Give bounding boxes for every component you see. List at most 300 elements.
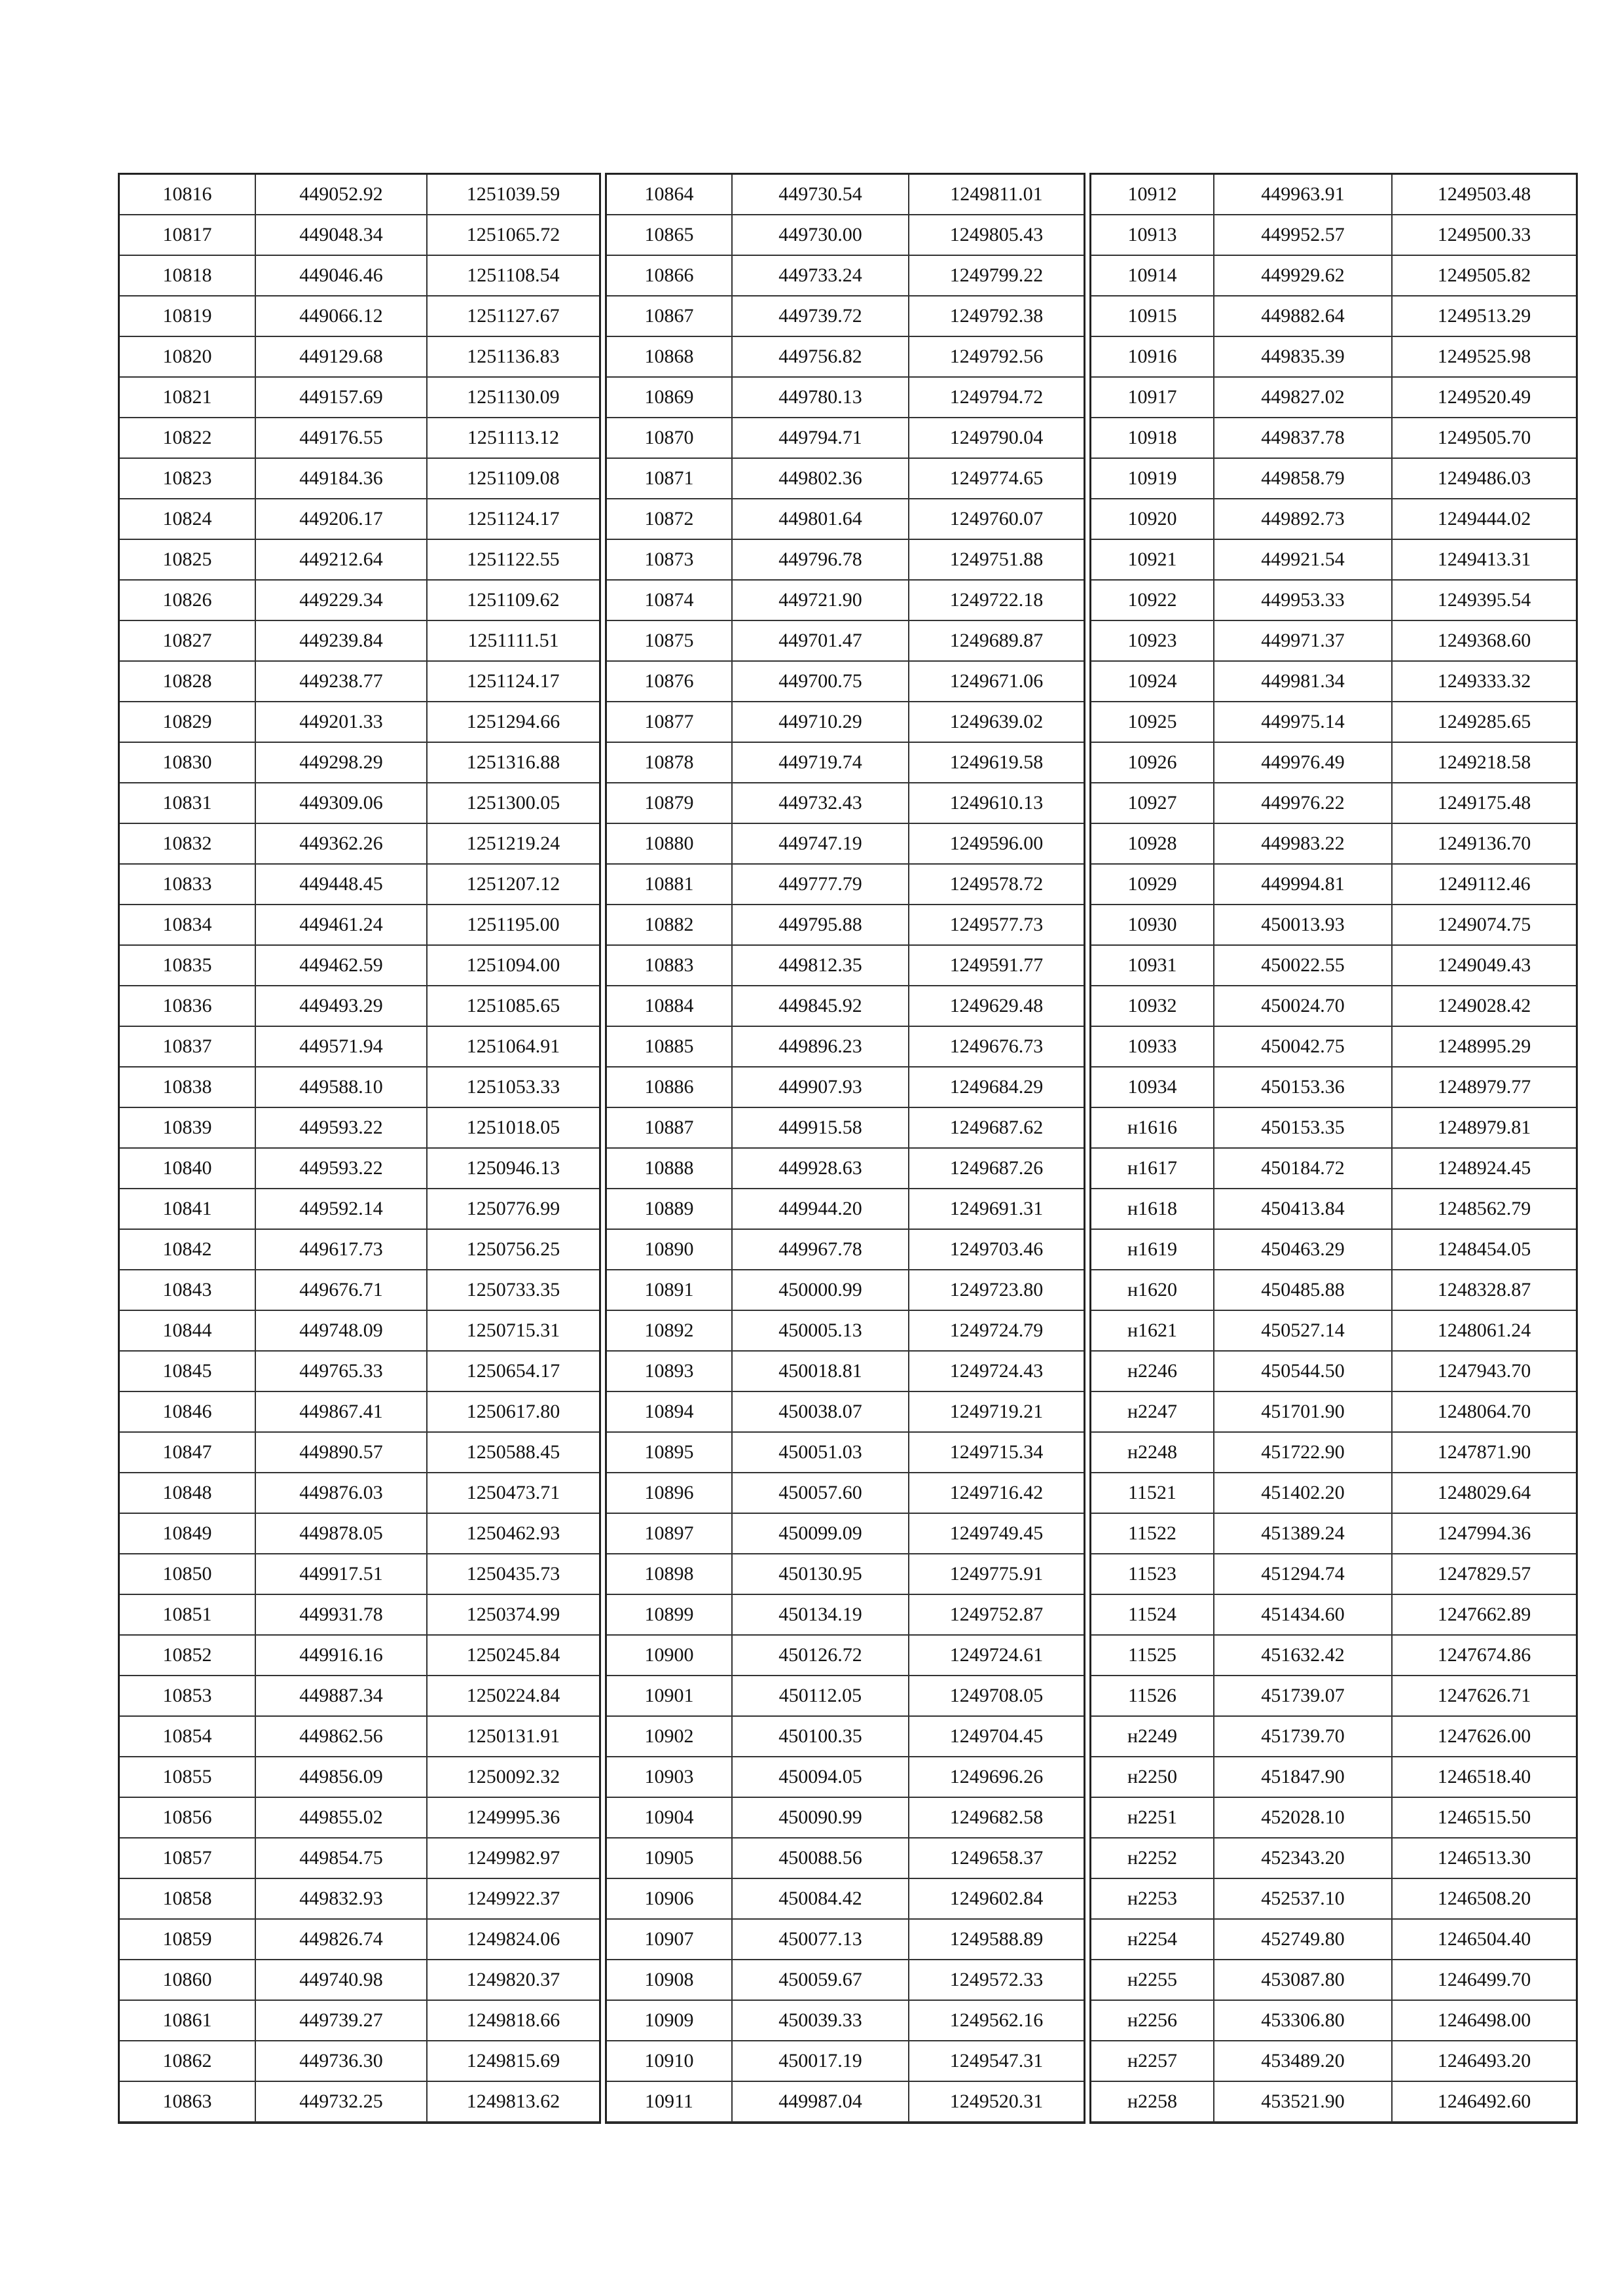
point-number-cell: 10819 [120,296,256,337]
point-number-cell: 10844 [120,1311,256,1352]
point-number-cell: 10881 [607,865,733,905]
y-coordinate-cell: 1246504.40 [1393,1920,1576,1960]
y-coordinate-cell: 1249995.36 [428,1798,599,1839]
point-number-cell: 10896 [607,1473,733,1514]
point-number-cell: 10846 [120,1392,256,1433]
y-coordinate-cell: 1249562.16 [909,2001,1084,2041]
x-coordinate-cell: 449887.34 [256,1676,428,1717]
y-coordinate-cell: 1251294.66 [428,702,599,743]
x-coordinate-cell: 449747.19 [733,824,909,865]
y-coordinate-cell: 1249505.82 [1393,256,1576,296]
y-coordinate-cell: 1248924.45 [1393,1149,1576,1189]
x-coordinate-cell: 450039.33 [733,2001,909,2041]
point-number-cell: 10892 [607,1311,733,1352]
point-number-cell: 10886 [607,1067,733,1108]
point-number-cell: 10859 [120,1920,256,1960]
y-coordinate-cell: 1246493.20 [1393,2041,1576,2082]
point-number-cell: 10890 [607,1230,733,1270]
point-number-cell: 10837 [120,1027,256,1067]
point-number-cell: 11524 [1091,1595,1214,1636]
x-coordinate-cell: 449740.98 [256,1960,428,2001]
x-coordinate-cell: 449462.59 [256,946,428,986]
point-number-cell: 10834 [120,905,256,946]
y-coordinate-cell: 1248979.81 [1393,1108,1576,1149]
y-coordinate-cell: 1251124.17 [428,662,599,702]
x-coordinate-cell: 449921.54 [1214,540,1393,581]
x-coordinate-cell: 449309.06 [256,783,428,824]
x-coordinate-cell: 449206.17 [256,499,428,540]
y-coordinate-cell: 1251085.65 [428,986,599,1027]
point-number-cell: 10816 [120,175,256,215]
point-number-cell: 10867 [607,296,733,337]
x-coordinate-cell: 449733.24 [733,256,909,296]
y-coordinate-cell: 1249689.87 [909,621,1084,662]
y-coordinate-cell: 1251109.08 [428,459,599,499]
y-coordinate-cell: 1247994.36 [1393,1514,1576,1554]
point-number-cell: н2250 [1091,1757,1214,1798]
y-coordinate-cell: 1247871.90 [1393,1433,1576,1473]
x-coordinate-cell: 449837.78 [1214,418,1393,459]
point-number-cell: 10918 [1091,418,1214,459]
x-coordinate-cell: 449892.73 [1214,499,1393,540]
x-coordinate-cell: 450100.35 [733,1717,909,1757]
y-coordinate-cell: 1249602.84 [909,1879,1084,1920]
x-coordinate-cell: 449756.82 [733,337,909,378]
point-number-cell: 10843 [120,1270,256,1311]
point-number-cell: 10838 [120,1067,256,1108]
point-number-cell: 10862 [120,2041,256,2082]
point-number-cell: 10885 [607,1027,733,1067]
y-coordinate-cell: 1247626.71 [1393,1676,1576,1717]
point-number-cell: 10840 [120,1149,256,1189]
y-coordinate-cell: 1249513.29 [1393,296,1576,337]
point-number-cell: 10870 [607,418,733,459]
y-coordinate-cell: 1250733.35 [428,1270,599,1311]
y-coordinate-cell: 1251300.05 [428,783,599,824]
y-coordinate-cell: 1250224.84 [428,1676,599,1717]
point-number-cell: 10914 [1091,256,1214,296]
point-number-cell: 10903 [607,1757,733,1798]
x-coordinate-cell: 451389.24 [1214,1514,1393,1554]
x-coordinate-cell: 449876.03 [256,1473,428,1514]
point-number-cell: 10888 [607,1149,733,1189]
x-coordinate-cell: 450088.56 [733,1839,909,1879]
y-coordinate-cell: 1249708.05 [909,1676,1084,1717]
y-coordinate-cell: 1251065.72 [428,215,599,256]
x-coordinate-cell: 449987.04 [733,2082,909,2123]
point-number-cell: 10842 [120,1230,256,1270]
x-coordinate-cell: 450057.60 [733,1473,909,1514]
point-number-cell: н2251 [1091,1798,1214,1839]
y-coordinate-cell: 1249691.31 [909,1189,1084,1230]
y-coordinate-cell: 1249719.21 [909,1392,1084,1433]
y-coordinate-cell: 1249774.65 [909,459,1084,499]
x-coordinate-cell: 449732.25 [256,2082,428,2123]
point-number-cell: 10856 [120,1798,256,1839]
point-number-cell: 10916 [1091,337,1214,378]
y-coordinate-cell: 1249811.01 [909,175,1084,215]
point-number-cell: 10857 [120,1839,256,1879]
point-number-cell: 11521 [1091,1473,1214,1514]
x-coordinate-cell: 449748.09 [256,1311,428,1352]
point-number-cell: 10863 [120,2082,256,2123]
point-number-cell: 10887 [607,1108,733,1149]
y-coordinate-cell: 1247674.86 [1393,1636,1576,1676]
y-coordinate-cell: 1248064.70 [1393,1392,1576,1433]
point-number-cell: 10894 [607,1392,733,1433]
y-coordinate-cell: 1249703.46 [909,1230,1084,1270]
x-coordinate-cell: 450544.50 [1214,1352,1393,1392]
x-coordinate-cell: 449593.22 [256,1149,428,1189]
y-coordinate-cell: 1249792.38 [909,296,1084,337]
y-coordinate-cell: 1249588.89 [909,1920,1084,1960]
x-coordinate-cell: 450013.93 [1214,905,1393,946]
x-coordinate-cell: 450090.99 [733,1798,909,1839]
x-coordinate-cell: 449835.39 [1214,337,1393,378]
y-coordinate-cell: 1249136.70 [1393,824,1576,865]
point-number-cell: 11525 [1091,1636,1214,1676]
point-number-cell: н2248 [1091,1433,1214,1473]
point-number-cell: 10829 [120,702,256,743]
point-number-cell: 10852 [120,1636,256,1676]
point-number-cell: 10818 [120,256,256,296]
point-number-cell: 10889 [607,1189,733,1230]
y-coordinate-cell: 1247829.57 [1393,1554,1576,1595]
x-coordinate-cell: 449856.09 [256,1757,428,1798]
y-coordinate-cell: 1249572.33 [909,1960,1084,2001]
x-coordinate-cell: 449983.22 [1214,824,1393,865]
y-coordinate-cell: 1249799.22 [909,256,1084,296]
x-coordinate-cell: 450153.36 [1214,1067,1393,1108]
y-coordinate-cell: 1249547.31 [909,2041,1084,2082]
point-number-cell: 10851 [120,1595,256,1636]
x-coordinate-cell: 450184.72 [1214,1149,1393,1189]
y-coordinate-cell: 1249696.26 [909,1757,1084,1798]
x-coordinate-cell: 449896.23 [733,1027,909,1067]
point-number-cell: 10874 [607,581,733,621]
x-coordinate-cell: 449780.13 [733,378,909,418]
x-coordinate-cell: 449801.64 [733,499,909,540]
x-coordinate-cell: 450024.70 [1214,986,1393,1027]
point-number-cell: 10831 [120,783,256,824]
y-coordinate-cell: 1249578.72 [909,865,1084,905]
point-number-cell: 10825 [120,540,256,581]
x-coordinate-cell: 449046.46 [256,256,428,296]
point-number-cell: 10861 [120,2001,256,2041]
y-coordinate-cell: 1248061.24 [1393,1311,1576,1352]
y-coordinate-cell: 1249368.60 [1393,621,1576,662]
point-number-cell: 10832 [120,824,256,865]
y-coordinate-cell: 1249577.73 [909,905,1084,946]
y-coordinate-cell: 1248979.77 [1393,1067,1576,1108]
x-coordinate-cell: 449976.49 [1214,743,1393,783]
point-number-cell: 10872 [607,499,733,540]
x-coordinate-cell: 449129.68 [256,337,428,378]
point-number-cell: н2258 [1091,2082,1214,2123]
y-coordinate-cell: 1249818.66 [428,2001,599,2041]
y-coordinate-cell: 1249525.98 [1393,337,1576,378]
y-coordinate-cell: 1246518.40 [1393,1757,1576,1798]
x-coordinate-cell: 449700.75 [733,662,909,702]
point-number-cell: 10823 [120,459,256,499]
x-coordinate-cell: 449701.47 [733,621,909,662]
x-coordinate-cell: 450485.88 [1214,1270,1393,1311]
y-coordinate-cell: 1249413.31 [1393,540,1576,581]
x-coordinate-cell: 450134.19 [733,1595,909,1636]
x-coordinate-cell: 449917.51 [256,1554,428,1595]
x-coordinate-cell: 449777.79 [733,865,909,905]
y-coordinate-cell: 1250473.71 [428,1473,599,1514]
y-coordinate-cell: 1251094.00 [428,946,599,986]
x-coordinate-cell: 449739.27 [256,2001,428,2041]
y-coordinate-cell: 1249715.34 [909,1433,1084,1473]
point-number-cell: н2249 [1091,1717,1214,1757]
y-coordinate-cell: 1251195.00 [428,905,599,946]
point-number-cell: 10827 [120,621,256,662]
x-coordinate-cell: 449229.34 [256,581,428,621]
y-coordinate-cell: 1249724.79 [909,1311,1084,1352]
y-coordinate-cell: 1249792.56 [909,337,1084,378]
x-coordinate-cell: 449048.34 [256,215,428,256]
point-number-cell: 10858 [120,1879,256,1920]
x-coordinate-cell: 449858.79 [1214,459,1393,499]
y-coordinate-cell: 1249639.02 [909,702,1084,743]
x-coordinate-cell: 449826.74 [256,1920,428,1960]
point-number-cell: 10902 [607,1717,733,1757]
point-number-cell: 10879 [607,783,733,824]
point-number-cell: 10822 [120,418,256,459]
y-coordinate-cell: 1251053.33 [428,1067,599,1108]
y-coordinate-cell: 1249610.13 [909,783,1084,824]
x-coordinate-cell: 449238.77 [256,662,428,702]
point-number-cell: 11523 [1091,1554,1214,1595]
x-coordinate-cell: 453087.80 [1214,1960,1393,2001]
y-coordinate-cell: 1249760.07 [909,499,1084,540]
point-number-cell: 10925 [1091,702,1214,743]
y-coordinate-cell: 1250092.32 [428,1757,599,1798]
x-coordinate-cell: 449362.26 [256,824,428,865]
point-number-cell: 10873 [607,540,733,581]
x-coordinate-cell: 449802.36 [733,459,909,499]
y-coordinate-cell: 1247943.70 [1393,1352,1576,1392]
coordinates-table-2 [605,173,1085,2124]
x-coordinate-cell: 450005.13 [733,1311,909,1352]
y-coordinate-cell: 1250245.84 [428,1636,599,1676]
point-number-cell: 10895 [607,1433,733,1473]
x-coordinate-cell: 449975.14 [1214,702,1393,743]
point-number-cell: н2255 [1091,1960,1214,2001]
coordinates-sheet [118,173,1570,2127]
point-number-cell: 10866 [607,256,733,296]
y-coordinate-cell: 1248029.64 [1393,1473,1576,1514]
x-coordinate-cell: 450059.67 [733,1960,909,2001]
point-number-cell: 10929 [1091,865,1214,905]
y-coordinate-cell: 1249723.80 [909,1270,1084,1311]
y-coordinate-cell: 1249028.42 [1393,986,1576,1027]
point-number-cell: 10884 [607,986,733,1027]
x-coordinate-cell: 449201.33 [256,702,428,743]
x-coordinate-cell: 450153.35 [1214,1108,1393,1149]
y-coordinate-cell: 1249333.32 [1393,662,1576,702]
x-coordinate-cell: 449928.63 [733,1149,909,1189]
x-coordinate-cell: 453306.80 [1214,2001,1393,2041]
y-coordinate-cell: 1249505.70 [1393,418,1576,459]
x-coordinate-cell: 450017.19 [733,2041,909,2082]
x-coordinate-cell: 451701.90 [1214,1392,1393,1433]
y-coordinate-cell: 1249049.43 [1393,946,1576,986]
point-number-cell: 10912 [1091,175,1214,215]
x-coordinate-cell: 449176.55 [256,418,428,459]
x-coordinate-cell: 450126.72 [733,1636,909,1676]
point-number-cell: 10880 [607,824,733,865]
x-coordinate-cell: 451739.07 [1214,1676,1393,1717]
point-number-cell: н1619 [1091,1230,1214,1270]
x-coordinate-cell: 449862.56 [256,1717,428,1757]
y-coordinate-cell: 1249805.43 [909,215,1084,256]
point-number-cell: 10869 [607,378,733,418]
x-coordinate-cell: 450018.81 [733,1352,909,1392]
y-coordinate-cell: 1249752.87 [909,1595,1084,1636]
x-coordinate-cell: 451847.90 [1214,1757,1393,1798]
y-coordinate-cell: 1251316.88 [428,743,599,783]
x-coordinate-cell: 449963.91 [1214,175,1393,215]
y-coordinate-cell: 1249824.06 [428,1920,599,1960]
x-coordinate-cell: 449916.16 [256,1636,428,1676]
x-coordinate-cell: 450094.05 [733,1757,909,1798]
x-coordinate-cell: 449239.84 [256,621,428,662]
x-coordinate-cell: 449854.75 [256,1839,428,1879]
point-number-cell: 10922 [1091,581,1214,621]
x-coordinate-cell: 450051.03 [733,1433,909,1473]
x-coordinate-cell: 449157.69 [256,378,428,418]
x-coordinate-cell: 449890.57 [256,1433,428,1473]
y-coordinate-cell: 1249775.91 [909,1554,1084,1595]
y-coordinate-cell: 1249175.48 [1393,783,1576,824]
x-coordinate-cell: 449796.78 [733,540,909,581]
point-number-cell: 10824 [120,499,256,540]
x-coordinate-cell: 449571.94 [256,1027,428,1067]
point-number-cell: 10923 [1091,621,1214,662]
y-coordinate-cell: 1248562.79 [1393,1189,1576,1230]
point-number-cell: 10917 [1091,378,1214,418]
point-number-cell: н1618 [1091,1189,1214,1230]
point-number-cell: 10853 [120,1676,256,1717]
x-coordinate-cell: 449971.37 [1214,621,1393,662]
y-coordinate-cell: 1246498.00 [1393,2001,1576,2041]
y-coordinate-cell: 1250756.25 [428,1230,599,1270]
point-number-cell: 10931 [1091,946,1214,986]
point-number-cell: 10934 [1091,1067,1214,1108]
y-coordinate-cell: 1250462.93 [428,1514,599,1554]
x-coordinate-cell: 450042.75 [1214,1027,1393,1067]
point-number-cell: 10900 [607,1636,733,1676]
point-number-cell: 11522 [1091,1514,1214,1554]
point-number-cell: 10877 [607,702,733,743]
x-coordinate-cell: 450130.95 [733,1554,909,1595]
x-coordinate-cell: 449592.14 [256,1189,428,1230]
x-coordinate-cell: 450084.42 [733,1879,909,1920]
x-coordinate-cell: 452343.20 [1214,1839,1393,1879]
x-coordinate-cell: 449676.71 [256,1270,428,1311]
y-coordinate-cell: 1251109.62 [428,581,599,621]
y-coordinate-cell: 1249722.18 [909,581,1084,621]
y-coordinate-cell: 1251039.59 [428,175,599,215]
y-coordinate-cell: 1246508.20 [1393,1879,1576,1920]
x-coordinate-cell: 449617.73 [256,1230,428,1270]
x-coordinate-cell: 449953.33 [1214,581,1393,621]
y-coordinate-cell: 1248328.87 [1393,1270,1576,1311]
point-number-cell: 11526 [1091,1676,1214,1717]
x-coordinate-cell: 449795.88 [733,905,909,946]
y-coordinate-cell: 1249687.26 [909,1149,1084,1189]
y-coordinate-cell: 1250617.80 [428,1392,599,1433]
x-coordinate-cell: 450413.84 [1214,1189,1393,1230]
y-coordinate-cell: 1249682.58 [909,1798,1084,1839]
y-coordinate-cell: 1249687.62 [909,1108,1084,1149]
point-number-cell: н1617 [1091,1149,1214,1189]
x-coordinate-cell: 449878.05 [256,1514,428,1554]
point-number-cell: 10836 [120,986,256,1027]
point-number-cell: 10932 [1091,986,1214,1027]
x-coordinate-cell: 449730.00 [733,215,909,256]
coordinates-table-3 [1089,173,1578,2124]
y-coordinate-cell: 1249112.46 [1393,865,1576,905]
x-coordinate-cell: 449882.64 [1214,296,1393,337]
x-coordinate-cell: 450527.14 [1214,1311,1393,1352]
point-number-cell: 10855 [120,1757,256,1798]
y-coordinate-cell: 1251207.12 [428,865,599,905]
x-coordinate-cell: 451632.42 [1214,1636,1393,1676]
y-coordinate-cell: 1247662.89 [1393,1595,1576,1636]
y-coordinate-cell: 1250435.73 [428,1554,599,1595]
y-coordinate-cell: 1250654.17 [428,1352,599,1392]
y-coordinate-cell: 1249751.88 [909,540,1084,581]
point-number-cell: 10897 [607,1514,733,1554]
y-coordinate-cell: 1248454.05 [1393,1230,1576,1270]
x-coordinate-cell: 451294.74 [1214,1554,1393,1595]
y-coordinate-cell: 1249671.06 [909,662,1084,702]
y-coordinate-cell: 1249813.62 [428,2082,599,2123]
y-coordinate-cell: 1250374.99 [428,1595,599,1636]
x-coordinate-cell: 452028.10 [1214,1798,1393,1839]
point-number-cell: 10830 [120,743,256,783]
x-coordinate-cell: 449976.22 [1214,783,1393,824]
x-coordinate-cell: 450038.07 [733,1392,909,1433]
point-number-cell: 10911 [607,2082,733,2123]
x-coordinate-cell: 450463.29 [1214,1230,1393,1270]
x-coordinate-cell: 449845.92 [733,986,909,1027]
point-number-cell: 10910 [607,2041,733,2082]
y-coordinate-cell: 1250946.13 [428,1149,599,1189]
y-coordinate-cell: 1251108.54 [428,256,599,296]
point-number-cell: 10820 [120,337,256,378]
point-number-cell: н2253 [1091,1879,1214,1920]
y-coordinate-cell: 1249982.97 [428,1839,599,1879]
point-number-cell: 10868 [607,337,733,378]
x-coordinate-cell: 449184.36 [256,459,428,499]
point-number-cell: 10876 [607,662,733,702]
point-number-cell: 10821 [120,378,256,418]
x-coordinate-cell: 450022.55 [1214,946,1393,986]
y-coordinate-cell: 1251122.55 [428,540,599,581]
y-coordinate-cell: 1249815.69 [428,2041,599,2082]
x-coordinate-cell: 449736.30 [256,2041,428,2082]
x-coordinate-cell: 449298.29 [256,743,428,783]
x-coordinate-cell: 451402.20 [1214,1473,1393,1514]
point-number-cell: 10921 [1091,540,1214,581]
y-coordinate-cell: 1249629.48 [909,986,1084,1027]
point-number-cell: н2252 [1091,1839,1214,1879]
